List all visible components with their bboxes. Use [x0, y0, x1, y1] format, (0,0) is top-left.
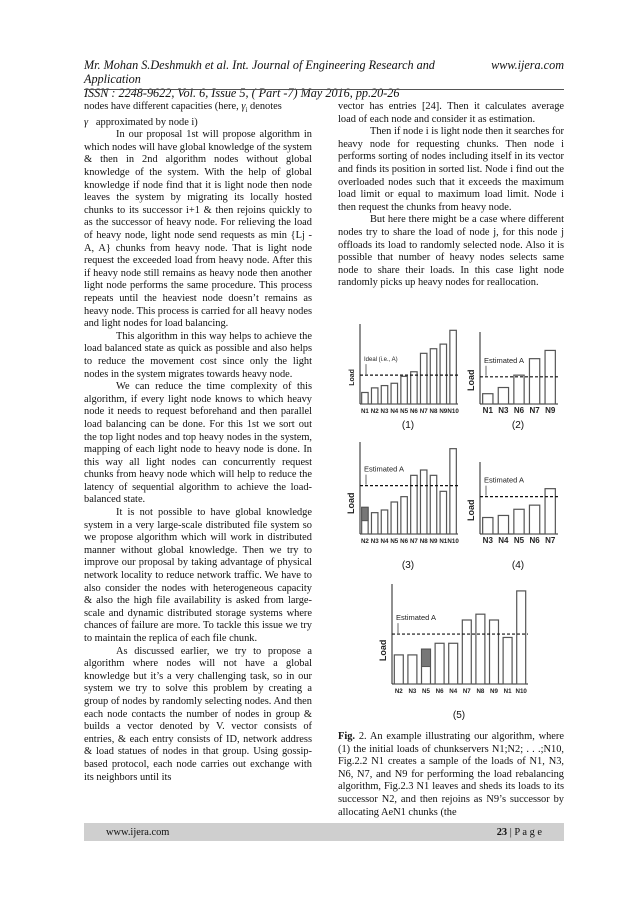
bar: [371, 388, 377, 404]
node-tick-label: N5: [400, 408, 409, 415]
paragraph-r3: But here there might be a case where different nodes try to share the load of node j, for this node j offloads its load to randomly selected node. Also it is possible that number of heavy nodes selects same node to share their loads. In this case light node randomly picks up heavy nodes for reallocation.: [338, 214, 564, 289]
node-tick-label: N7: [529, 406, 540, 415]
node-tick-label: N3: [482, 536, 493, 545]
node-tick-label: N1: [503, 688, 512, 695]
panel-label: (3): [401, 560, 415, 571]
load-rebalancing-figure: [338, 318, 564, 726]
bar: [462, 620, 471, 684]
node-tick-label: N10: [447, 538, 459, 545]
bar: [503, 637, 512, 684]
panel-label: (5): [452, 710, 466, 721]
node-tick-label: N7: [409, 538, 418, 545]
bar: [391, 383, 397, 404]
paragraph-1: In our proposal 1st will propose algorithm in which nodes will have global knowledge of the system & then in 2nd algorithm nodes without global knowledge of the system. With the help of global knowledge if node find that it is light node then node leaves the system by migrating its locally hosted chunks to its successor i+1 & then rejoins quickly to as the successor of heavy node. For relieving the load of heavy node, light node send requests as min {Lj - A, A} chunks from heavy node. That is light node request the exceeded load from heavy node. After this if heavy node still remains as heavy node then another light node performs the same procedure. This process repeats until the heaviest node doesn’t remains as heavy node. This process is carried for all heavy nodes and light nodes for load balancing.: [84, 129, 312, 330]
node-tick-label: N9: [545, 406, 556, 415]
y-axis-label: Load: [466, 369, 476, 391]
line-label: Estimated A: [396, 613, 437, 623]
bar: [420, 353, 426, 404]
bar: [371, 513, 377, 534]
left-column: [84, 101, 312, 784]
bar: [483, 394, 493, 404]
bar: [430, 349, 436, 404]
node-tick-label: N6: [513, 406, 525, 415]
bar: [362, 392, 368, 404]
y-axis-label: Load: [466, 499, 476, 521]
paragraph-r1: vector has entries [24]. Then it calculates average load of each node and consider it as estimation.: [338, 101, 564, 125]
node-tick-label: N3: [380, 408, 389, 415]
node-tick-label: N6: [529, 536, 540, 545]
journal-site[interactable]: www.ijera.com: [491, 58, 564, 72]
node-tick-label: N6: [409, 408, 418, 415]
line-label: Estimated A: [484, 475, 525, 485]
bar: [401, 497, 407, 534]
node-tick-label: N7: [419, 408, 428, 415]
node-tick-label: N9: [439, 408, 448, 415]
node-tick-label: N8: [429, 408, 438, 415]
right-column: [338, 101, 564, 290]
footer-site[interactable]: www.ijera.com: [106, 826, 170, 838]
gamma-symbol: γ: [84, 116, 89, 128]
node-tick-label: N6: [400, 538, 409, 545]
node-tick-label: N5: [513, 536, 525, 545]
bar: [476, 614, 485, 684]
node-tick-label: N10: [447, 408, 459, 415]
paragraph-2: This algorithm in this way helps to achieve the load balanced state as quick as possible and also helps to reduce the movement cost since only the light nodes in the system migrates towards heavy node.: [84, 330, 312, 380]
y-axis-label: Load: [349, 369, 356, 386]
panel-label: (4): [511, 560, 525, 571]
bar: [529, 505, 539, 534]
node-tick-label: N4: [449, 688, 458, 695]
gamma-symbol: γ: [241, 101, 246, 112]
bar: [381, 510, 387, 534]
node-tick-label: N4: [498, 536, 509, 545]
bar-shade: [422, 649, 431, 666]
bar: [517, 591, 526, 684]
caption-text: 2. An example illustrating our algorithm, where (1) the initial loads of chunkservers N1;N2; . . .;N10, Fig.2.2 N1 creates a sample of the loads of N1, N3, N6, N7, and N9 for performing the load rebalancing algorithm, Fig.2.3 N1 leaves and sheds its loads to its successor N2, and then rejoins as N9’s successor by allocating AeN1 chunks (the: [338, 731, 564, 818]
paragraph-3: We can reduce the time complexity of this algorithm, if every light node knows to which heavy node it needs to request beforehand and then parallel load balancing can be done. For this 1st we sort out the top light nodes and top heavy nodes in the system, mapping of each light node to heavy node is done. In this way all light nodes can concurrently request chunks from heavy node which will help to reduce the latency of sequential algorithm to achieve the load-balanced state.: [84, 381, 312, 506]
node-tick-label: N1: [482, 406, 493, 415]
paragraph-4: It is not possible to have global knowledge system in a very large-scale distributed file system so we propose algorithm which will work in distributed manner without global knowledge. Then we try to improve our proposal by taking advantage of physical network locality to reduce network traffic. We have to also consider the nodes with heterogeneous capacity & also the high file availability is asked from large-scale and dynamic distributed storage systems where chances of failure are more. To tackle this issue we try to maintain the replica of each file chunk.: [84, 507, 312, 645]
node-tick-label: N5: [390, 538, 399, 545]
bar: [449, 643, 458, 684]
bar: [420, 470, 426, 534]
caption-fig-label: Fig.: [338, 731, 356, 742]
node-tick-label: N7: [545, 536, 556, 545]
bar: [529, 359, 539, 404]
node-tick-label: N2: [394, 688, 403, 695]
panel-label: (1): [401, 420, 415, 431]
y-axis-label: Load: [346, 492, 356, 514]
node-tick-label: N1: [439, 538, 448, 545]
figure-caption: [338, 731, 564, 819]
bar-shade: [362, 507, 368, 520]
page-number: 23 | P a g e: [496, 826, 542, 838]
bar: [450, 449, 456, 534]
footer-bar: [84, 823, 564, 841]
running-header: [84, 58, 564, 100]
bar: [490, 620, 499, 684]
bar: [411, 372, 417, 404]
node-tick-label: N10: [515, 688, 527, 695]
node-tick-label: N8: [419, 538, 428, 545]
bar: [545, 489, 555, 534]
line-label: Ideal (i.e., A): [364, 357, 398, 364]
paragraph-0: nodes have different capacities (here, $\gamma_i$ denotes γ approximated by node i): [84, 101, 282, 128]
node-tick-label: N3: [498, 406, 509, 415]
node-tick-label: N5: [422, 688, 430, 695]
y-axis-label: Load: [378, 639, 388, 662]
bar: [401, 376, 407, 404]
bar: [440, 344, 446, 404]
line-label: Estimated A: [484, 355, 525, 365]
bar: [435, 643, 444, 684]
node-tick-label: N7: [462, 688, 471, 695]
node-tick-label: N8: [476, 688, 485, 695]
node-tick-label: N4: [390, 408, 399, 415]
node-tick-label: N6: [435, 688, 444, 695]
bar: [498, 515, 508, 534]
issn-line: ISSN : 2248-9622, Vol. 6, Issue 5, ( Part -7) May 2016, pp.20-26: [84, 86, 400, 100]
node-tick-label: N4: [380, 538, 389, 545]
bar: [514, 509, 524, 534]
node-tick-label: N2: [370, 408, 379, 415]
node-tick-label: N2: [360, 538, 369, 545]
bar: [394, 655, 403, 684]
bar: [483, 518, 493, 534]
node-tick-label: N9: [429, 538, 438, 545]
bar: [408, 655, 417, 684]
node-tick-label: N9: [490, 688, 498, 695]
bar: [411, 475, 417, 534]
node-tick-label: N3: [408, 688, 417, 695]
bar: [514, 375, 524, 404]
header-rule: [84, 89, 564, 90]
node-tick-label: N1: [360, 408, 369, 415]
line-label: Estimated A: [364, 464, 405, 474]
bar: [440, 491, 446, 534]
bar: [450, 330, 456, 404]
node-tick-label: N3: [370, 538, 379, 545]
journal-citation: Mr. Mohan S.Deshmukh et al. Int. Journal of Engineering Research and Application: [84, 58, 435, 86]
bar: [498, 388, 508, 404]
paragraph-5: As discussed earlier, we try to propose a algorithm where nodes will not have a global knowledge but it’s a very challenging task, so in our system we try to solve this problem by creating a group of nodes by randomly selecting nodes. And then each node contacts the number of nodes in group & builds a vector denoted by V. vector consists of entries, & each entry consists of ID, network address & load statues of nodes in that group. Using gossip-based protocol, each node carries out exchange with its neighbors until its: [84, 645, 312, 783]
bar: [381, 386, 387, 404]
bar: [391, 502, 397, 534]
paragraph-r2: Then if node i is light node then it searches for heavy node for requesting chunks. Then node i performs sorting of nodes including itself in its vector and finds its position in sorted list. Node i find out the overloaded nodes such that it exceeds the maximum load limit or equal to maximum load limit. Node i then request the chunks from heavy node.: [338, 126, 564, 213]
panel-label: (2): [511, 420, 525, 431]
bar: [430, 475, 436, 534]
